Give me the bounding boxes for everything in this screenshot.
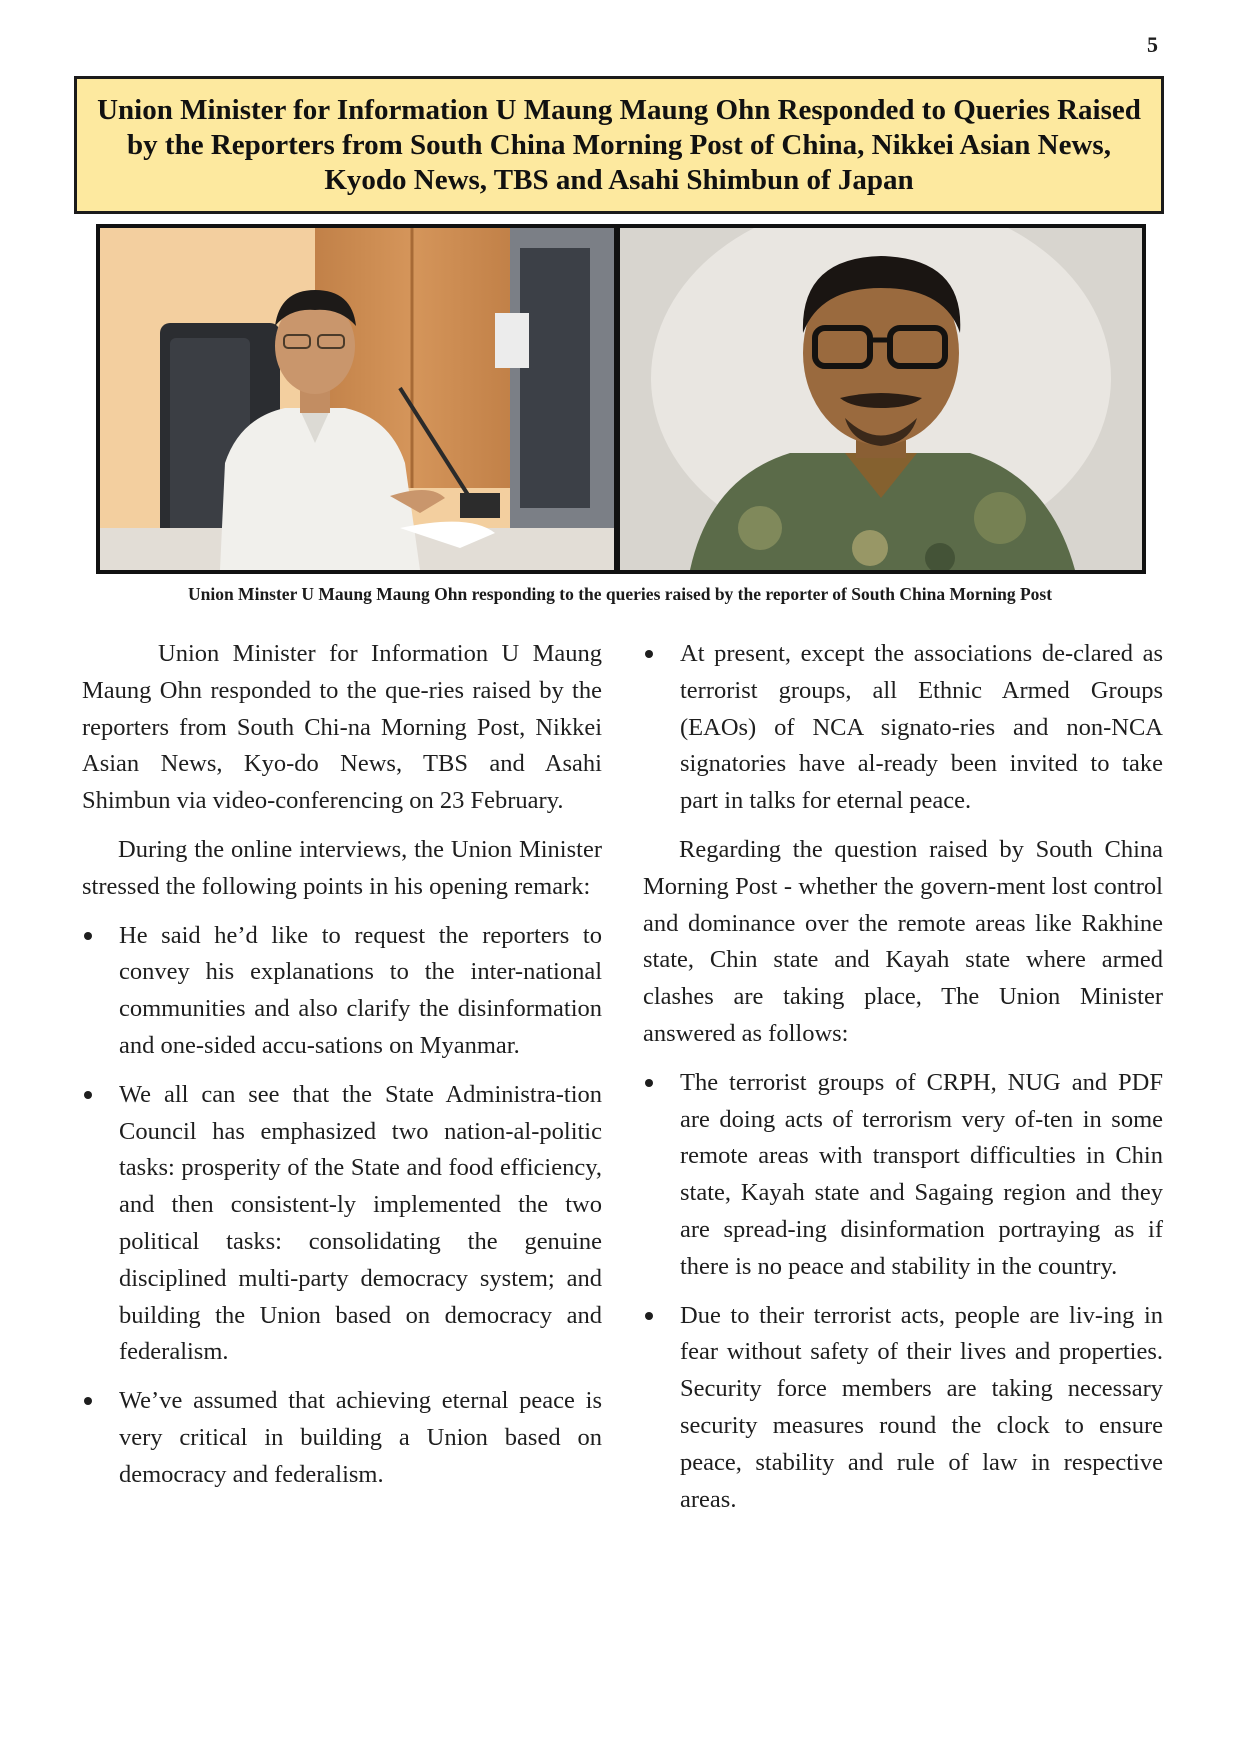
list-item xyxy=(82,1383,602,1493)
answer-list xyxy=(643,1065,1163,1519)
list-item-text: Due to their terrorist acts, people are liv-ing in fear without safety of their lives and properties. Security force members are taking necessary security measures round the clock to ensure peace, stability and rule of law in respective areas. xyxy=(680,1301,1163,1513)
bullet-icon xyxy=(645,650,653,658)
reporter-photo-illustration xyxy=(620,228,1142,570)
right-column xyxy=(643,636,1163,1530)
list-item-text: We’ve assumed that achieving eternal peace is very critical in building a Union based on democracy and federalism. xyxy=(119,1387,602,1488)
photo-caption: Union Minster U Maung Maung Ohn responding to the queries raised by the reporter of South China Morning Post xyxy=(187,584,1053,604)
bullet-icon xyxy=(84,1397,92,1405)
bullet-icon xyxy=(84,932,92,940)
opening-remark-list xyxy=(82,918,602,1494)
list-item xyxy=(643,636,1163,820)
photo-frame xyxy=(96,224,1146,574)
peace-talks-list xyxy=(643,636,1163,820)
minister-photo-illustration xyxy=(100,228,614,570)
reporter-photo xyxy=(620,228,1142,570)
left-column xyxy=(82,636,602,1506)
page-number: 5 xyxy=(1147,32,1158,57)
list-item-text: He said he’d like to request the reporters to convey his explanations to the inter-national communities and also clarify the disinformation and one-sided accu-sations on Myanmar. xyxy=(119,921,602,1059)
list-item-text: The terrorist groups of CRPH, NUG and PDF are doing acts of terrorism very of-ten in some remote areas with transport difficulties in Chin state, Kayah state and Sagaing region and they are spread-ing disinformation portraying as if there is no peace and stability in the country. xyxy=(680,1068,1163,1280)
minister-photo xyxy=(100,228,614,570)
lead-in-paragraph: During the online interviews, the Union Minister stressed the following points in his opening remark: xyxy=(82,835,602,900)
headline-box xyxy=(74,76,1164,214)
list-item-text: We all can see that the State Administra-tion Council has emphasized two nation-al-politic tasks: prosperity of the State and food efficiency, and then consistent-ly implemented the two political tasks: consolidating the genuine disciplined multi-party democracy system; and building the Union based on democracy and federalism. xyxy=(119,1080,602,1366)
bullet-icon xyxy=(84,1091,92,1099)
list-item xyxy=(82,1077,602,1371)
list-item xyxy=(643,1065,1163,1286)
list-item xyxy=(82,918,602,1065)
list-item xyxy=(643,1298,1163,1519)
bullet-icon xyxy=(645,1079,653,1087)
bullet-icon xyxy=(645,1312,653,1320)
article-headline: Union Minister for Information U Maung Maung Ohn Responded to Queries Raised by the Reporters from South China Morning Post of China, Nikkei Asian News, Kyodo News, TBS and Asahi Shimbun of Japan xyxy=(97,93,1141,196)
list-item-text: At present, except the associations de-clared as terrorist groups, all Ethnic Armed Groups (EAOs) of NCA signato-ries and non-NCA signatories have al-ready been invited to take part in talks for eternal peace. xyxy=(680,640,1163,815)
question-paragraph: Regarding the question raised by South China Morning Post - whether the govern-ment lost control and dominance over the remote areas like Rakhine state, Chin state and Kayah state where armed clashes are taking place, The Union Minister answered as follows: xyxy=(643,835,1163,1047)
intro-paragraph: Union Minister for Information U Maung Maung Ohn responded to the que-ries raised by the reporters from South Chi-na Morning Post, Nikkei Asian News, Kyo-do News, TBS and Asahi Shimbun via video-conferencing on 23 February. xyxy=(82,640,602,815)
